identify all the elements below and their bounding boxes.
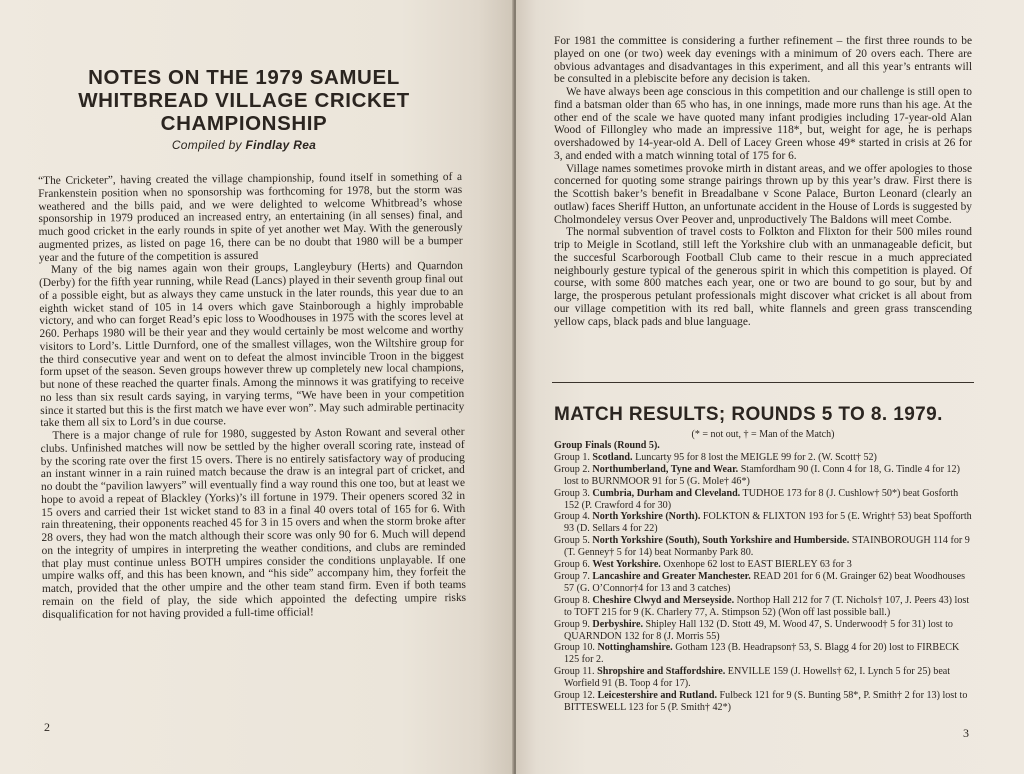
paragraph: Village names sometimes provoke mirth in distant areas, and we offer apologies to those concerned for quoting some strange pairings thrown up by this year’s draw. First there is the Scottish baker’s benefit in Breadalbane v Scone Palace, Burton Leonard (clearly an outlaw) faces Sheriff Hutton, an unfortunate accident in the House of Lords is suggested by Cholmondeley versus Over Peover and, unproductively The Baldons will meet Combe.	[554, 162, 972, 226]
group-result-text: STAINBOROUGH 114 for 9 (T. Genney† 5 for 14) beat Normanby Park 80.	[564, 535, 970, 559]
results-legend: (* = not out, † = Man of the Match)	[691, 429, 835, 440]
group-result-text: Shipley Hall 132 (D. Stott 49, M. Wood 47, S. Underwood† 5 for 31) lost to QUARNDON 132 for 8 (J. Morris 55)	[564, 618, 953, 642]
paragraph: There is a major change of rule for 1980, suggested by Aston Rowant and several other clubs. Unfinished matches will now be settled by the higher overall scoring rate, instead of by the scoring rate over the first 15 overs. There is no entirely satisfactory way of producing an instant winner in a rain ruined match because the draw is an integral part of cricket, and no doubt the “pavilion lawyers” will eventually find a way round this one too, but at least we hope to avoid a repeat of Blackley (Yorks)’s ill fortune in 1979. Their openers scored 32 in 15 overs and carried their 1st wicket stand to 83 in a final 40 overs total of 165 for 6. With rain threatening, their opponents reached 45 for 3 in 15 overs and when the storm broke after 28 overs, they had won the match although their score was only 90 for 6. Much will depend on the integrity of umpires in interpreting the weather conditions, and clubs are reminded that play must continue unless BOTH umpires consider the conditions unplayable. If one umpire walks off, and this has been known, and “his side” accompany him, they forfeit the match, provided that the other umpire and the other team stand firm. Even if both teams remain on the field of play, the side which appointed the defecting umpire risks disqualification for not having provided a full-time official!	[40, 425, 467, 621]
group-result-row	[554, 535, 974, 559]
paragraph: For 1981 the committee is considering a further refinement – the first three rounds to be played on one (or two) week day evenings with a minimum of 20 overs each. There are obvious advantages and disadvantages in this experiment, and all this year’s entrants will be consulted in a plebiscite before any decision is taken.	[554, 35, 972, 86]
group-result-row	[554, 511, 974, 535]
group-result-row	[554, 619, 974, 643]
group-region: Shropshire and Staffordshire.	[597, 666, 726, 678]
article-title: NOTES ON THE 1979 SAMUEL WHITBREAD VILLAGE CRICKET CHAMPIONSHIP	[78, 66, 410, 135]
byline	[44, 138, 444, 152]
group-label: Group 3.	[554, 487, 590, 499]
group-result-row	[554, 559, 974, 571]
results-heading: MATCH RESULTS; ROUNDS 5 TO 8. 1979.	[554, 404, 943, 425]
left-body-text	[38, 171, 466, 621]
group-label: Group 8.	[554, 594, 590, 606]
group-result-row	[554, 690, 974, 714]
group-label: Group 6.	[554, 559, 590, 571]
group-region: Leicestershire and Rutland.	[597, 690, 718, 702]
group-label: Group 7.	[554, 570, 590, 582]
page-number-left: 2	[44, 720, 50, 734]
paragraph: The normal subvention of travel costs to Folkton and Flixton for their 500 miles round trip to Meigle in Scotland, still left the Yorkshire club with an unmanageable deficit, but the succesful Scarborough Football Club came to their rescue in a much appreciated neighbourly gesture typical of the generous spirit in which this competition is played. Of course, with some 800 matches each year, one or two are bound to go sour, but by and large, the prosperous petulant professionals might discover what cricket is all about from our village competition with its red ball, white flannels and green grass transcending yellow caps, black pads and blue language.	[554, 226, 972, 328]
section-divider	[552, 382, 974, 383]
group-result-row	[554, 666, 974, 690]
group-result-row	[554, 464, 974, 488]
page-number-right: 3	[963, 726, 969, 740]
group-result-text: Oxenhope 62 lost to EAST BIERLEY 63 for 3	[663, 559, 852, 571]
group-label: Group 2.	[554, 463, 590, 475]
group-label: Group 10.	[554, 642, 595, 654]
byline-author: Findlay Rea	[245, 138, 317, 152]
group-result-text: ENVILLE 159 (J. Howells† 62, I. Lynch 5 for 25) beat Worfield 91 (B. Toop 4 for 17).	[564, 666, 951, 690]
group-result-row	[554, 488, 974, 512]
group-region: North Yorkshire (South), South Yorkshire and Humberside.	[592, 535, 850, 547]
right-page	[516, 0, 1024, 774]
group-label: Group 4.	[554, 511, 590, 523]
group-region: Nottinghamshire.	[597, 642, 673, 654]
right-body-text	[554, 35, 972, 328]
group-region: Derbyshire.	[592, 618, 643, 630]
group-label: Group 11.	[554, 666, 595, 678]
results-subheading: Group Finals (Round 5).	[554, 440, 660, 451]
group-region: Northumberland, Tyne and Wear.	[592, 463, 739, 475]
group-result-text: READ 201 for 6 (M. Grainger 62) beat Woodhouses 57 (G. O’Connor†4 for 13 and 3 catches)	[564, 570, 966, 594]
group-results	[554, 452, 974, 714]
results-list	[554, 440, 974, 714]
group-label: Group 1.	[554, 451, 590, 463]
group-label: Group 9.	[554, 618, 590, 630]
group-region: Lancashire and Greater Manchester.	[592, 570, 751, 582]
paragraph: Many of the big names again won their groups, Langleybury (Herts) and Quarndon (Derby) for the fifth year running, while Read (Lancs) played in their seventh group final out of a possible eight, but as always they came unstuck in the later rounds, this year due to an eighth wicket stand of 105 in 14 overs which gave Stainborough a highly improbable victory, and who can forget Read’s epic loss to Woodhouses in 1975 with the scores level at 260. Perhaps 1980 will be their year and they would certainly be most welcome and worthy visitors to Lord’s. Little Durnford, one of the smallest villages, won the Wiltshire group for the third consecutive year and went on to defeat the almost invincible Troon in the biggest form upset of the season. Seven groups however threw up completely new local champions, but none of these reached the quarter finals. Among the minnows it was gratifying to receive no less than six result cards saying, in varying terms, “We have been in your competition since it started but this is the first match we have ever won”. May such admirable pertinacity take them all six to Lord’s in due course.	[38, 260, 465, 430]
group-result-text: FOLKTON & FLIXTON 193 for 5 (E. Wright† 53) beat Spofforth 93 (D. Sellars 4 for 22)	[564, 511, 972, 535]
group-result-text: TUDHOE 173 for 8 (J. Cushlow† 50*) beat Gosforth 152 (P. Crawford 4 for 30)	[564, 487, 959, 511]
group-result-row	[554, 595, 974, 619]
group-result-text: Stamfordham 90 (I. Conn 4 for 18, G. Tindle 4 for 12) lost to BURNMOOR 91 for 5 (G. Mole† 46*)	[564, 463, 960, 487]
byline-prefix: Compiled by	[171, 138, 242, 152]
group-result-text: Luncarty 95 for 8 lost the MEIGLE 99 for 2. (W. Scott† 52)	[635, 451, 877, 463]
group-result-text: Northop Hall 212 for 7 (T. Nichols† 107, J. Peers 43) lost to TOFT 215 for 9 (K. Charlery 77, A. Stimpson 52) (Won off last possible ball.)	[564, 594, 970, 618]
group-region: North Yorkshire (North).	[592, 511, 701, 523]
group-region: West Yorkshire.	[592, 559, 661, 571]
group-result-text: Gotham 123 (B. Headrapson† 53, S. Blagg 4 for 20) lost to FIRBECK 125 for 2.	[564, 642, 960, 666]
group-region: Cheshire Clwyd and Merseyside.	[592, 594, 735, 606]
group-result-text: Fulbeck 121 for 9 (S. Bunting 58*, P. Smith† 2 for 13) lost to BITTESWELL 123 for 5 (P. Smith† 42*)	[564, 690, 968, 713]
group-result-row	[554, 452, 974, 464]
group-region: Cumbria, Durham and Cleveland.	[592, 487, 741, 499]
group-label: Group 12.	[554, 690, 595, 702]
paragraph: “The Cricketer”, having created the village championship, found itself in something of a Frankenstein position when no sponsorship was forthcoming for 1978, but the storm was weathered and the bills paid, and we were delighted to welcome Whitbread’s whose sponsorship in 1979 produced an increased entry, an entertaining (in all senses) final, and much good cricket in the early rounds in spite of yet another wet May. With the generously augmented prizes, as listed on page 16, there can be no doubt that 1980 will be a bumper year and the future of the competition is assured	[38, 170, 463, 264]
group-region: Scotland.	[592, 451, 633, 463]
group-result-row	[554, 642, 974, 666]
paragraph: We have always been age conscious in this competition and our challenge is still open to find a batsman older than 65 who has, in one innings, made more runs than his age. At the other end of the scale we have quoted many infant prodigies including 17-year-old Alan Wood of Fillongley who made an impressive 118*, but, weight for age, he is perhaps overshadowed by 14-year-old A. Dell of Lacey Green whose 49* started in crisis at 26 for 3, and ended with a match winning total of 175 for 6.	[554, 86, 972, 162]
group-label: Group 5.	[554, 535, 590, 547]
group-result-row	[554, 571, 974, 595]
